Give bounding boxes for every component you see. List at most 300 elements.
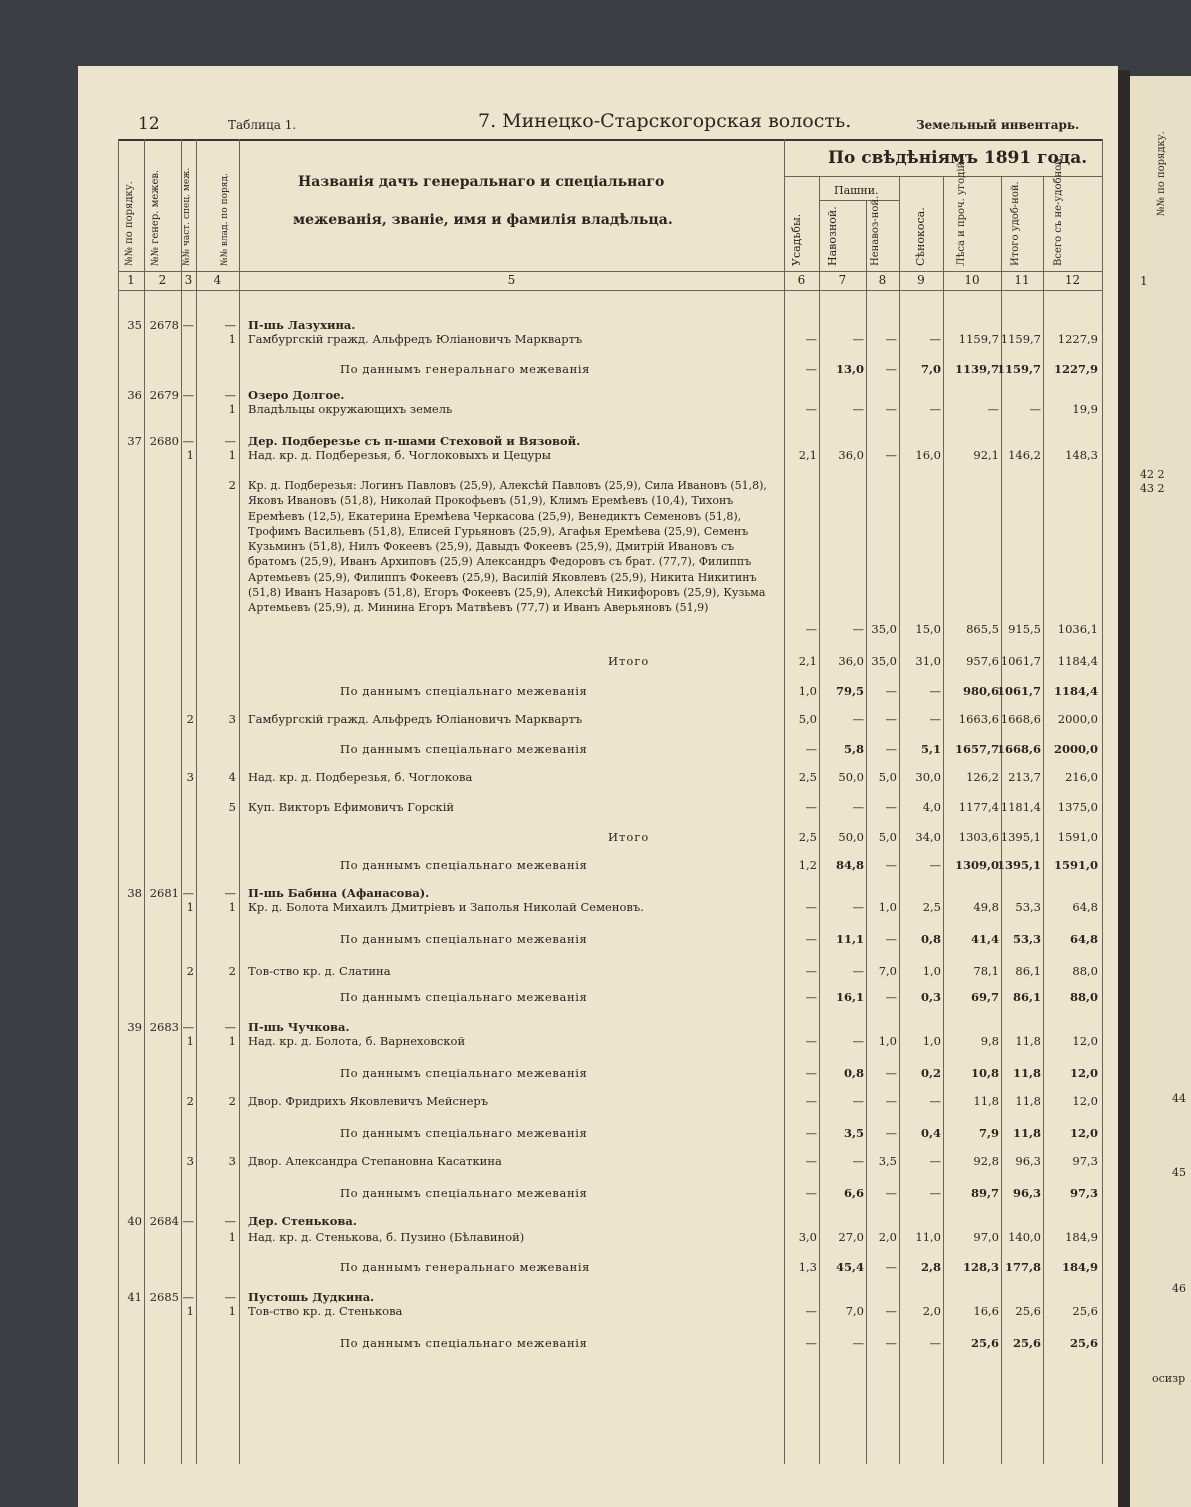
cell-value: — [929, 1186, 941, 1200]
cell-survey-label: По даннымъ спеціальнаго межеванія [340, 1066, 588, 1080]
cell-value: — [885, 858, 897, 872]
cell-value: 35,0 [871, 654, 897, 668]
cell-survey-label: По даннымъ спеціальнаго межеванія [340, 1126, 588, 1140]
cell-value: — [885, 932, 897, 946]
col-number: 7 [838, 273, 847, 287]
cell-value: — [805, 990, 817, 1004]
cell-owner-name: Кр. д. Болота Михаилъ Дмитріевъ и Заполья Николай Семеновъ. [248, 900, 644, 914]
cell-value: 126,2 [966, 770, 999, 784]
cell-value: 1159,7 [1000, 332, 1041, 346]
cell-survey-label: По даннымъ спеціальнаго межеванія [340, 1186, 588, 1200]
cell-value: 1,3 [798, 1260, 817, 1274]
cell-value: 7,9 [978, 1126, 999, 1140]
cell-value: 96,3 [1012, 1186, 1041, 1200]
cell-value: 78,1 [973, 964, 999, 978]
cell-value: 5,8 [843, 742, 864, 756]
cell-value: 86,1 [1015, 964, 1041, 978]
cell-spec-number: — [182, 434, 194, 448]
cell-value: 1227,9 [1057, 332, 1098, 346]
cell-value: 865,5 [966, 622, 999, 636]
cell-survey-label: По даннымъ генеральнаго межеванія [340, 1260, 591, 1274]
book-gutter [1118, 70, 1130, 1507]
cell-value: 35,0 [871, 622, 897, 636]
cell-value: 4,0 [922, 800, 941, 814]
cell-itogo-label: Итого [608, 654, 650, 668]
cell-value: — [885, 1260, 897, 1274]
cell-survey-label: По даннымъ спеціальнаго межеванія [340, 932, 588, 946]
col-number: 6 [797, 273, 806, 287]
cell-value: 11,1 [835, 932, 864, 946]
next-page-row-number: 44 [1172, 1092, 1186, 1105]
col-header-pashni: Пашни. [834, 184, 879, 197]
cell-value: 213,7 [1008, 770, 1041, 784]
cell-owner-number: — [224, 318, 236, 332]
cell-value: — [805, 622, 817, 636]
cell-value: 45,4 [835, 1260, 864, 1274]
cell-value: 19,9 [1072, 402, 1098, 416]
cell-value: 1,2 [798, 858, 817, 872]
cell-value: 49,8 [973, 900, 999, 914]
cell-estate-name: Пустошь Дудкина. [248, 1290, 375, 1304]
cell-value: — [805, 1336, 817, 1350]
cell-spec-number: 1 [186, 1304, 194, 1318]
cell-gen-number: 2681 [149, 886, 179, 900]
cell-value: — [885, 990, 897, 1004]
cell-value: 9,8 [980, 1034, 999, 1048]
cell-value: — [885, 362, 897, 376]
cell-owner-name: Гамбургскій гражд. Альфредъ Юліановичъ Марквартъ [248, 332, 583, 346]
col-header-usadby: Усадьбы. [790, 213, 803, 266]
cell-value: — [805, 332, 817, 346]
cell-survey-label: По даннымъ спеціальнаго межеванія [340, 742, 588, 756]
cell-value: 25,6 [1012, 1336, 1041, 1350]
cell-value: 1036,1 [1057, 622, 1098, 636]
cell-value: 0,3 [920, 990, 941, 1004]
cell-value: 25,6 [1015, 1304, 1041, 1318]
cell-value: 7,0 [878, 964, 897, 978]
table-label: Таблица 1. [228, 118, 297, 132]
col-header-spec: №№ част. спец. меж. [182, 167, 192, 266]
cell-value: 6,6 [843, 1186, 864, 1200]
cell-owner-number: — [224, 388, 236, 402]
cell-survey-label: По даннымъ спеціальнаго межеванія [340, 1336, 588, 1350]
cell-value: 1181,4 [1000, 800, 1041, 814]
cell-value: 36,0 [838, 448, 864, 462]
cell-value: 16,0 [915, 448, 941, 462]
cell-value: — [805, 1066, 817, 1080]
cell-value: 2000,0 [1057, 712, 1098, 726]
cell-value: 1668,6 [1000, 712, 1041, 726]
col-header-gen: №№ генер. межев. [150, 169, 161, 266]
cell-value: 1227,9 [1054, 362, 1099, 376]
page-title: 7. Минецко-Старскогорская волость. [478, 110, 852, 132]
next-page-footer: осизр [1152, 1372, 1186, 1385]
cell-value: 0,8 [843, 1066, 864, 1080]
cell-value: — [852, 964, 864, 978]
col-header-navoz: Навозной. [826, 206, 839, 266]
cell-value: — [852, 1094, 864, 1108]
cell-owner-number: — [224, 1020, 236, 1034]
cell-value: — [805, 1126, 817, 1140]
cell-estate-name: Озеро Долгое. [248, 388, 345, 402]
cell-value: 1177,4 [958, 800, 999, 814]
cell-value: 2,1 [798, 448, 817, 462]
cell-value: 1303,6 [958, 830, 999, 844]
cell-owner-name: Над. кр. д. Подберезья, б. Чоглоковыхъ и Цецуры [248, 448, 551, 462]
cell-value: 96,3 [1015, 1154, 1041, 1168]
col-number: 1 [127, 273, 135, 287]
cell-value: 12,0 [1072, 1094, 1098, 1108]
cell-owner-name: Владѣльцы окружающихъ земель [248, 402, 453, 416]
cell-value: 69,7 [970, 990, 999, 1004]
cell-gen-number: 2685 [149, 1290, 179, 1304]
col-header-senokos: Сѣнокоса. [914, 207, 927, 266]
cell-value: 1668,6 [997, 742, 1042, 756]
cell-estate-name: Дер. Подберезье съ п-шами Стеховой и Вязовой. [248, 434, 581, 448]
cell-owner-number: 2 [228, 964, 236, 978]
cell-owner-name: Двор. Александра Степановна Касаткина [248, 1154, 502, 1168]
cell-value: — [987, 402, 999, 416]
cell-value: 79,5 [835, 684, 864, 698]
cell-value: 1591,0 [1054, 858, 1099, 872]
cell-value: 1657,7 [955, 742, 1000, 756]
cell-value: 34,0 [915, 830, 941, 844]
col-number: 8 [878, 273, 887, 287]
cell-value: — [929, 858, 941, 872]
cell-spec-number: — [182, 318, 194, 332]
cell-value: 36,0 [838, 654, 864, 668]
cell-value: 41,4 [970, 932, 999, 946]
cell-value: 1663,6 [958, 712, 999, 726]
col-line-1 [144, 139, 145, 1464]
cell-value: — [885, 1126, 897, 1140]
col-number: 10 [964, 273, 980, 287]
cell-spec-number: 3 [186, 770, 194, 784]
cell-value: 50,0 [838, 830, 864, 844]
cell-value: — [885, 448, 897, 462]
cell-value: — [852, 800, 864, 814]
cell-value: 1159,7 [958, 332, 999, 346]
cell-owner-number: 1 [228, 332, 236, 346]
cell-value: — [929, 1336, 941, 1350]
cell-value: 88,0 [1072, 964, 1098, 978]
inventory-label: Земельный инвентарь. [916, 118, 1080, 132]
cell-value: — [805, 1034, 817, 1048]
cell-estate-name: Дер. Стенькова. [248, 1214, 357, 1228]
cell-value: 11,0 [915, 1230, 941, 1244]
cell-spec-number: — [182, 1214, 194, 1228]
cell-value: — [805, 964, 817, 978]
cell-value: 53,3 [1015, 900, 1041, 914]
cell-value: 16,1 [835, 990, 864, 1004]
cell-value: — [885, 712, 897, 726]
cell-order-number: 35 [127, 318, 142, 332]
cell-owner-number: 1 [228, 1230, 236, 1244]
cell-value: 0,8 [920, 932, 941, 946]
cell-value: — [885, 1304, 897, 1318]
cell-value: — [885, 742, 897, 756]
cell-owner-name: Тов-ство кр. д. Слатина [248, 964, 391, 978]
cell-value: 25,6 [970, 1336, 999, 1350]
col-number: 5 [507, 273, 516, 287]
cell-value: — [852, 402, 864, 416]
cell-estate-name: П-шь Бабина (Афанасова). [248, 886, 430, 900]
cell-value: 1,0 [878, 900, 897, 914]
col-line-9 [943, 176, 944, 1464]
cell-order-number: 38 [127, 886, 142, 900]
cell-owner-number: 1 [228, 448, 236, 462]
cell-value: 11,8 [1012, 1066, 1041, 1080]
cell-spec-number: 1 [186, 1034, 194, 1048]
pashni-rule [819, 200, 899, 201]
cell-value: — [885, 332, 897, 346]
cell-value: 2,5 [798, 770, 817, 784]
cell-value: 146,2 [1008, 448, 1041, 462]
cell-value: 177,8 [1004, 1260, 1041, 1274]
header-bottom-rule [118, 271, 1103, 272]
cell-value: — [805, 900, 817, 914]
cell-estate-name: П-шь Лазухина. [248, 318, 356, 332]
cell-owner-number: — [224, 1214, 236, 1228]
colnum-bottom-rule [118, 290, 1103, 291]
col-line-2 [181, 139, 182, 1464]
cell-value: 25,6 [1069, 1336, 1098, 1350]
cell-value: 2,1 [798, 654, 817, 668]
cell-gen-number: 2679 [149, 388, 179, 402]
table-top-rule [118, 139, 1103, 141]
cell-spec-number: 3 [186, 1154, 194, 1168]
cell-value: 1159,7 [997, 362, 1042, 376]
next-page-col-header: №№ по порядку. [1156, 131, 1167, 216]
cell-value: 216,0 [1065, 770, 1098, 784]
cell-value: 5,0 [878, 770, 897, 784]
cell-value: 1309,0 [955, 858, 1000, 872]
cell-value: 50,0 [838, 770, 864, 784]
cell-value: — [805, 932, 817, 946]
col-number: 3 [184, 273, 193, 287]
cell-value: 3,5 [843, 1126, 864, 1140]
cell-value: 0,4 [920, 1126, 941, 1140]
cell-value: — [805, 1094, 817, 1108]
cell-value: 5,0 [878, 830, 897, 844]
cell-value: 915,5 [1008, 622, 1041, 636]
cell-spec-number: 2 [186, 964, 194, 978]
cell-owner-name: Двор. Фридрихъ Яковлевичъ Мейснеръ [248, 1094, 489, 1108]
cell-gen-number: 2680 [149, 434, 179, 448]
col-number: 12 [1064, 273, 1081, 287]
cell-value: 64,8 [1069, 932, 1098, 946]
col-header-vsego: Всего съ не-удобной. [1053, 154, 1064, 266]
cell-value: — [929, 1094, 941, 1108]
cell-value: 84,8 [835, 858, 864, 872]
cell-value: 53,3 [1012, 932, 1041, 946]
cell-value: 13,0 [835, 362, 864, 376]
col-header-name-1: Названія дачъ генеральнаго и спеціальнаго [298, 174, 665, 190]
cell-value: — [885, 402, 897, 416]
cell-value: — [852, 1336, 864, 1350]
col-number: 11 [1014, 273, 1030, 287]
col-line-4 [239, 139, 240, 1464]
cell-value: 10,8 [970, 1066, 999, 1080]
cell-value: — [852, 1034, 864, 1048]
cell-value: — [852, 332, 864, 346]
cell-survey-label: По даннымъ спеціальнаго межеванія [340, 684, 588, 698]
cell-value: — [929, 402, 941, 416]
cell-value: 128,3 [962, 1260, 999, 1274]
cell-owner-name: Над. кр. д. Стенькова, б. Пузино (Бѣлавиной) [248, 1230, 525, 1244]
cell-value: 31,0 [915, 654, 941, 668]
col-header-nenavoz: Ненавоз-ной. [870, 195, 881, 266]
cell-value: 957,6 [966, 654, 999, 668]
cell-value: 1061,7 [1000, 654, 1041, 668]
cell-value: — [805, 362, 817, 376]
cell-value: 88,0 [1069, 990, 1098, 1004]
cell-value: 12,0 [1069, 1066, 1098, 1080]
cell-value: 11,8 [973, 1094, 999, 1108]
cell-value: — [852, 712, 864, 726]
cell-spec-number: 1 [186, 448, 194, 462]
cell-spec-number: — [182, 388, 194, 402]
cell-value: 12,0 [1072, 1034, 1098, 1048]
cell-owner-list: Кр. д. Подберезья: Логинъ Павловъ (25,9), Алексѣй Павловъ (25,9), Сила Ивановъ (51,8), Яковъ Ивановъ (51,8), Николай Прокофьевъ (51,9), Климъ Еремѣевъ (10,4), Тихонъ Еремѣевъ (12,5), Екатерина Еремѣева Черкасова (25,9), Венедиктъ Семеновъ (51,8), Трофимъ Васильевъ (51,8), Елисей Гурьяновъ (25,9), Агафья Еремѣева (25,9), Семенъ Кузьминъ (51,8), Нилъ Фокеевъ (25,9), Давыдъ Фокеевъ (25,9), Дмитрій Ивановъ съ братомъ (25,9), Иванъ Архиповъ (25,9) Александръ Федоровъ съ брат. (77,7), Филиппъ Артемьевъ (25,9), Филиппъ Фокеевъ (25,9), Василій Яковлевъ (25,9), Никита Никитинъ (51,8) Иванъ Назаровъ (51,8), Егоръ Фокеевъ (25,9), Алексѣй Никифоровъ (25,9), Кузьма Артемьевъ (25,9), д. Минина Егоръ Матвѣевъ (77,7) и Иванъ Аверьяновъ (51,9) [248, 479, 767, 615]
cell-order-number: 39 [127, 1020, 142, 1034]
cell-value: 11,8 [1015, 1034, 1041, 1048]
cell-value: 11,8 [1012, 1126, 1041, 1140]
cell-owner-number: 5 [228, 800, 236, 814]
cell-value: 16,6 [973, 1304, 999, 1318]
page-number: 12 [138, 114, 160, 134]
cell-value: 97,3 [1069, 1186, 1098, 1200]
col-line-11 [1043, 176, 1044, 1464]
cell-owner-number: 1 [228, 402, 236, 416]
cell-value: 5,0 [798, 712, 817, 726]
cell-value: 1,0 [922, 964, 941, 978]
col-header-group: По свѣдѣніямъ 1891 года. [828, 148, 1088, 168]
cell-value: 2,8 [920, 1260, 941, 1274]
cell-value: 15,0 [915, 622, 941, 636]
cell-value: 1184,4 [1057, 654, 1098, 668]
cell-owner-number: — [224, 1290, 236, 1304]
cell-owner-name: Куп. Викторъ Ефимовичъ Горскій [248, 800, 455, 814]
cell-value: — [885, 1186, 897, 1200]
cell-value: 86,1 [1012, 990, 1041, 1004]
cell-value: — [852, 622, 864, 636]
cell-survey-label: По даннымъ спеціальнаго межеванія [340, 990, 588, 1004]
cell-order-number: 41 [127, 1290, 142, 1304]
cell-spec-number: 2 [186, 1094, 194, 1108]
cell-value: 30,0 [915, 770, 941, 784]
col-number: 4 [213, 273, 222, 287]
cell-spec-number: — [182, 1020, 194, 1034]
next-page-col-number: 1 [1140, 274, 1148, 288]
cell-owner-number: 2 [228, 1094, 236, 1108]
col-header-order: №№ по порядку. [124, 181, 135, 266]
cell-value: 92,1 [973, 448, 999, 462]
cell-value: 5,1 [920, 742, 941, 756]
cell-value: — [929, 684, 941, 698]
cell-owner-number: 1 [228, 1304, 236, 1318]
cell-gen-number: 2678 [149, 318, 179, 332]
next-page-row-number: 46 [1172, 1282, 1186, 1295]
cell-gen-number: 2684 [149, 1214, 179, 1228]
col-number: 9 [917, 273, 925, 287]
cell-owner-number: — [224, 434, 236, 448]
cell-value: 25,6 [1072, 1304, 1098, 1318]
cell-estate-name: П-шь Чучкова. [248, 1020, 350, 1034]
cell-value: — [805, 1304, 817, 1318]
cell-value: 1,0 [878, 1034, 897, 1048]
cell-value: 3,0 [798, 1230, 817, 1244]
cell-value: — [885, 800, 897, 814]
col-line-0 [118, 139, 119, 1464]
col-header-owner: №№ влад. по поряд. [220, 173, 230, 266]
cell-value: — [852, 1154, 864, 1168]
cell-order-number: 37 [127, 434, 142, 448]
cell-survey-label: По даннымъ спеціальнаго межеванія [340, 858, 588, 872]
col-header-lesa: Лѣса и проч. угодій. [956, 158, 967, 266]
cell-value: — [1029, 402, 1041, 416]
cell-owner-name: Гамбургскій гражд. Альфредъ Юліановичъ Марквартъ [248, 712, 583, 726]
cell-value: 1,0 [922, 1034, 941, 1048]
cell-value: — [885, 1094, 897, 1108]
cell-value: — [885, 1336, 897, 1350]
cell-value: 97,0 [973, 1230, 999, 1244]
cell-value: 27,0 [838, 1230, 864, 1244]
cell-value: 2,0 [922, 1304, 941, 1318]
cell-value: — [852, 900, 864, 914]
cell-spec-number: 1 [186, 900, 194, 914]
cell-value: — [805, 800, 817, 814]
next-page-row-number: 43 2 [1140, 482, 1165, 495]
cell-owner-number: 1 [228, 900, 236, 914]
cell-owner-number: 4 [228, 770, 236, 784]
col-header-itogo-udob: Итого удоб-ной. [1010, 181, 1021, 266]
cell-value: 184,9 [1065, 1230, 1098, 1244]
cell-value: 1139,7 [955, 362, 1000, 376]
cell-spec-number: — [182, 1290, 194, 1304]
cell-value: 2,5 [798, 830, 817, 844]
cell-value: — [929, 332, 941, 346]
cell-value: 12,0 [1069, 1126, 1098, 1140]
cell-order-number: 40 [127, 1214, 142, 1228]
cell-itogo-label: Итого [608, 830, 650, 844]
cell-owner-number: 1 [228, 1034, 236, 1048]
col-header-name-2: межеванія, званіе, имя и фамилія владѣльца. [293, 212, 673, 228]
cell-value: 1395,1 [1000, 830, 1041, 844]
cell-value: 64,8 [1072, 900, 1098, 914]
cell-owner-number: — [224, 886, 236, 900]
cell-value: 1591,0 [1057, 830, 1098, 844]
cell-spec-number: 2 [186, 712, 194, 726]
cell-owner-name: Над. кр. д. Болота, б. Варнеховской [248, 1034, 466, 1048]
cell-value: 89,7 [970, 1186, 999, 1200]
cell-value: 0,2 [920, 1066, 941, 1080]
cell-value: 140,0 [1008, 1230, 1041, 1244]
cell-value: — [805, 402, 817, 416]
ledger-page [78, 66, 1118, 1507]
cell-value: — [885, 1066, 897, 1080]
cell-value: — [929, 1154, 941, 1168]
cell-gen-number: 2683 [149, 1020, 179, 1034]
cell-value: 1375,0 [1057, 800, 1098, 814]
col-line-12 [1102, 139, 1103, 1464]
cell-value: 1,0 [798, 684, 817, 698]
cell-value: 184,9 [1061, 1260, 1098, 1274]
cell-value: 1184,4 [1054, 684, 1099, 698]
cell-value: — [805, 742, 817, 756]
cell-owner-name: Тов-ство кр. д. Стенькова [248, 1304, 403, 1318]
cell-value: 97,3 [1072, 1154, 1098, 1168]
